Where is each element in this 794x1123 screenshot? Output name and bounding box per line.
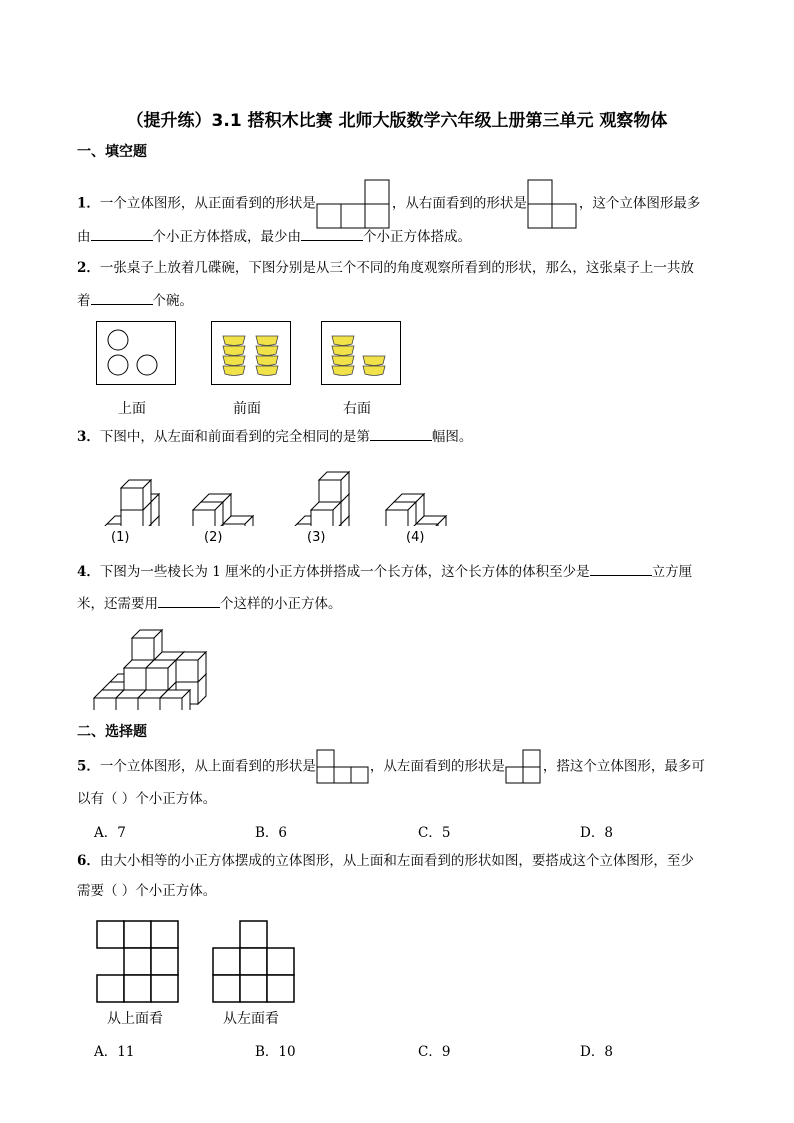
q3-label-4: (4) [406,530,425,545]
q3-text-a1: 下图中，从左面和前面看到的完全相同的是第 [99,429,370,445]
bowl-icon [332,366,354,376]
cube-icon [132,630,162,660]
q6-option-d[interactable]: D．8 [580,1044,613,1060]
q5-line-1 [77,749,705,785]
q2-blank[interactable] [91,290,153,305]
q4-blank-cubes[interactable] [158,593,220,608]
q3-line-1 [77,426,472,447]
q1-line-1 [77,178,700,230]
q2-text-b2: 个碗。 [152,293,193,309]
q1-line-2 [77,226,471,247]
bowl-icon [363,366,385,376]
q1-text-b: ，从右面看到的形状是 [391,195,527,212]
q2-label-top: 上面 [118,401,146,417]
q1-blank-min[interactable] [301,226,363,241]
cube-icon [121,480,151,510]
q5-option-c[interactable]: C．5 [418,825,451,841]
q2-label-front: 前面 [233,401,261,417]
q4-text-a1: 下图为一些棱长为 1 厘米的小正方体拼搭成一个长方体，这个长方体的体积至少是 [99,564,590,580]
cube-icon [386,502,416,526]
q4-text-b1: 米，还需要用 [77,596,158,612]
q3-label-2: (2) [204,530,223,545]
q6-option-a[interactable]: A．11 [94,1044,135,1060]
q3-figure-1 [96,454,166,526]
q6-line-1 [77,851,694,871]
q5-number: 5． [77,758,100,775]
q1-text-c: ，这个立体图形最多 [578,195,701,212]
bowl-icon [256,346,278,356]
q6-text-b: 需要（ ）个小正方体。 [77,883,217,899]
q5-line-2 [77,789,216,809]
q1-right-view-figure [527,178,579,230]
q5-text-d: 以有（ ）个小正方体。 [77,791,217,807]
q5-left-view-figure [505,749,543,785]
q5-option-d[interactable]: D．8 [580,825,613,841]
section-heading-fill-blank: 一、填空题 [77,144,147,160]
q6-label-left-view: 从左面看 [223,1011,279,1027]
bowl-icon [223,356,245,366]
q3-number: 3． [77,429,100,445]
q6-line-2 [77,881,216,901]
q3-figure-2 [190,454,260,526]
q4-number: 4． [77,564,100,580]
cube-icon [160,690,190,710]
q6-left-view-figure [212,920,298,1004]
q6-text-a: 由大小相等的小正方体摆成的立体图形，从上面和左面看到的形状如图，要搭成这个立体图形，至少 [99,853,694,869]
bowl-icon [256,336,278,346]
q6-top-view-figure [96,920,182,1004]
q4-text-b2: 个这样的小正方体。 [220,596,342,612]
bowl-icon [332,356,354,366]
q2-right-view [321,321,401,385]
q2-line-2 [77,290,193,311]
q5-option-a[interactable]: A．7 [94,825,126,841]
bowl-icon [256,366,278,376]
q2-text-b1: 着 [77,293,91,309]
q1-front-view-figure [316,178,392,230]
q5-text-b: ，从左面看到的形状是 [369,758,505,775]
q5-text-c: ，搭这个立体图形，最多可 [542,758,705,775]
bowl-icon [223,346,245,356]
q1-text-d3: 个小正方体搭成。 [363,229,471,245]
q2-number: 2． [77,260,100,276]
cube-icon [176,652,206,682]
q4-line-2 [77,593,342,614]
bowl-icon [223,366,245,376]
q2-line-1 [77,258,694,278]
cube-icon [146,660,176,690]
q2-front-view [211,321,291,385]
section-heading-choice: 二、选择题 [77,724,147,740]
q6-label-top-view: 从上面看 [107,1011,163,1027]
cube-icon [311,502,341,526]
q1-text-d1: 由 [77,229,91,245]
q6-option-c[interactable]: C．9 [418,1044,451,1060]
q4-blank-volume[interactable] [590,561,652,576]
q5-top-view-figure [316,749,370,785]
q2-text-a: 一张桌子上放着几碟碗，下图分别是从三个不同的角度观察所看到的形状，那么，这张桌子上一共放 [99,260,694,276]
q3-label-3: (3) [307,530,326,545]
q4-cube-stack-figure [92,626,212,710]
q3-figure-4 [383,454,453,526]
q3-blank[interactable] [370,426,432,441]
q6-number: 6． [77,853,100,869]
page-title: （提升练）3.1 搭积木比赛 北师大版数学六年级上册第三单元 观察物体 [126,111,668,131]
q4-text-a2: 立方厘 [651,564,693,580]
cube-icon [319,472,349,502]
q1-text-a: 一个立体图形，从正面看到的形状是 [99,195,316,212]
q3-label-1: (1) [111,530,130,545]
q2-label-right: 右面 [343,401,371,417]
q1-number: 1． [77,195,100,212]
q6-option-b[interactable]: B．10 [255,1044,296,1060]
q5-text-a: 一个立体图形，从上面看到的形状是 [99,758,316,775]
bowl-icon [332,346,354,356]
q1-text-d2: 个小正方体搭成，最少由 [152,229,301,245]
bowl-icon [332,336,354,346]
q1-blank-max[interactable] [91,226,153,241]
bowl-icon [256,356,278,366]
bowl-icon [363,356,385,366]
q4-line-1 [77,561,692,582]
q2-top-view [96,321,176,385]
q3-text-a2: 幅图。 [431,429,473,445]
bowl-icon [223,336,245,346]
cube-icon [193,502,223,526]
q5-option-b[interactable]: B．6 [255,825,288,841]
q3-figure-3 [286,454,356,526]
